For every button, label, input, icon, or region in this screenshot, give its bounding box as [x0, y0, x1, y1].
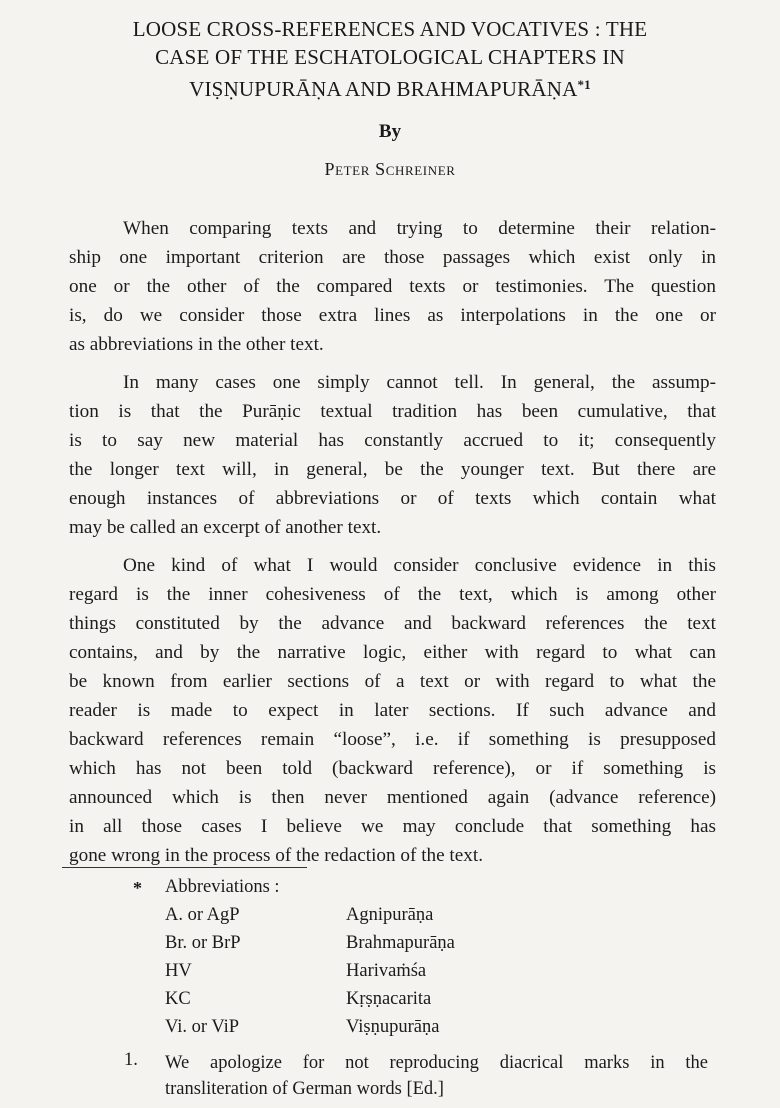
- footnote-divider: [62, 867, 307, 868]
- paragraph-line: is, do we consider those extra lines as interpolations in the one or: [69, 305, 716, 326]
- paragraph-line: which has not been told (backward reference), or if something is: [69, 758, 716, 779]
- paragraph-line: In many cases one simply cannot tell. In general, the assump-: [123, 372, 716, 393]
- abbreviation-value: Kṛṣṇacarita: [346, 989, 432, 1009]
- paragraph-line: things constituted by the advance and backward references the text: [69, 613, 716, 634]
- abbreviation-key: Br. or BrP: [165, 933, 241, 953]
- author-name: Peter Schreiner: [324, 159, 456, 179]
- paragraph-line: one or the other of the compared texts or testimonies. The question: [69, 276, 716, 297]
- abbreviation-value: Viṣṇupurāṇa: [346, 1017, 440, 1037]
- abbreviation-key: KC: [165, 989, 191, 1009]
- paragraph-line: contains, and by the narrative logic, either with regard to what can: [69, 642, 716, 663]
- title-line-2: CASE OF THE ESCHATOLOGICAL CHAPTERS IN: [155, 44, 625, 69]
- footnote-line: transliteration of German words [Ed.]: [165, 1079, 444, 1099]
- paragraph-line: One kind of what I would consider conclusive evidence in this: [123, 555, 716, 576]
- byline-label: By: [378, 121, 402, 142]
- paragraph-line: regard is the inner cohesiveness of the text, which is among other: [69, 584, 716, 605]
- title-footnote-marker: *1: [577, 77, 591, 92]
- footnote-star-marker: *: [133, 878, 142, 898]
- paragraph-line: as abbreviations in the other text.: [69, 334, 324, 355]
- abbreviation-value: Brahmapurāṇa: [346, 933, 455, 953]
- title-line-3: [60, 71, 720, 104]
- paragraph-line: in all those cases I believe we may conclude that something has: [69, 816, 716, 837]
- paragraph-line: is to say new material has constantly accrued to it; consequently: [69, 430, 716, 451]
- paragraph-line: announced which is then never mentioned again (advance reference): [69, 787, 716, 808]
- paragraph-2: [69, 368, 716, 542]
- abbreviations-heading: Abbreviations :: [165, 877, 280, 897]
- title-line-1: LOOSE CROSS-REFERENCES AND VOCATIVES : THE: [132, 17, 648, 41]
- footnote-line: We apologize for not reproducing diacrical marks in the: [165, 1053, 708, 1073]
- paragraph-line: be known from earlier sections of a text or with regard to what the: [69, 671, 716, 692]
- abbreviation-key: HV: [165, 961, 192, 981]
- paragraph-line: When comparing texts and trying to determine their relation-: [123, 218, 716, 239]
- paragraph-line: backward references remain “loose”, i.e. if something is presupposed: [69, 729, 716, 750]
- footnote-1-number: 1.: [124, 1050, 138, 1070]
- article-body: [69, 214, 716, 879]
- paragraph-line: the longer text will, in general, be the younger text. But there are: [69, 459, 716, 480]
- paragraph-line: gone wrong in the process of the redaction of the text.: [69, 845, 484, 866]
- paragraph-1: [69, 214, 716, 359]
- paragraph-line: tion is that the Purāṇic textual tradition has been cumulative, that: [69, 401, 716, 422]
- paragraph-3: [69, 551, 716, 870]
- paragraph-line: enough instances of abbreviations or of texts which contain what: [69, 488, 716, 509]
- abbreviation-key: Vi. or ViP: [165, 1017, 240, 1037]
- paragraph-line: may be called an excerpt of another text.: [69, 517, 382, 538]
- footnote-1-text: [165, 1050, 708, 1102]
- article-title: [60, 16, 720, 104]
- abbreviation-key: A. or AgP: [165, 905, 240, 925]
- abbreviation-value: Harivaṁśa: [346, 961, 427, 981]
- paragraph-line: reader is made to expect in later sections. If such advance and: [69, 700, 716, 721]
- paragraph-line: ship one important criterion are those passages which exist only in: [69, 247, 716, 268]
- title-line-3-text: VIṢṆUPURĀṆA AND BRAHMAPURĀṆA: [189, 77, 578, 101]
- abbreviation-value: Agnipurāṇa: [346, 905, 434, 925]
